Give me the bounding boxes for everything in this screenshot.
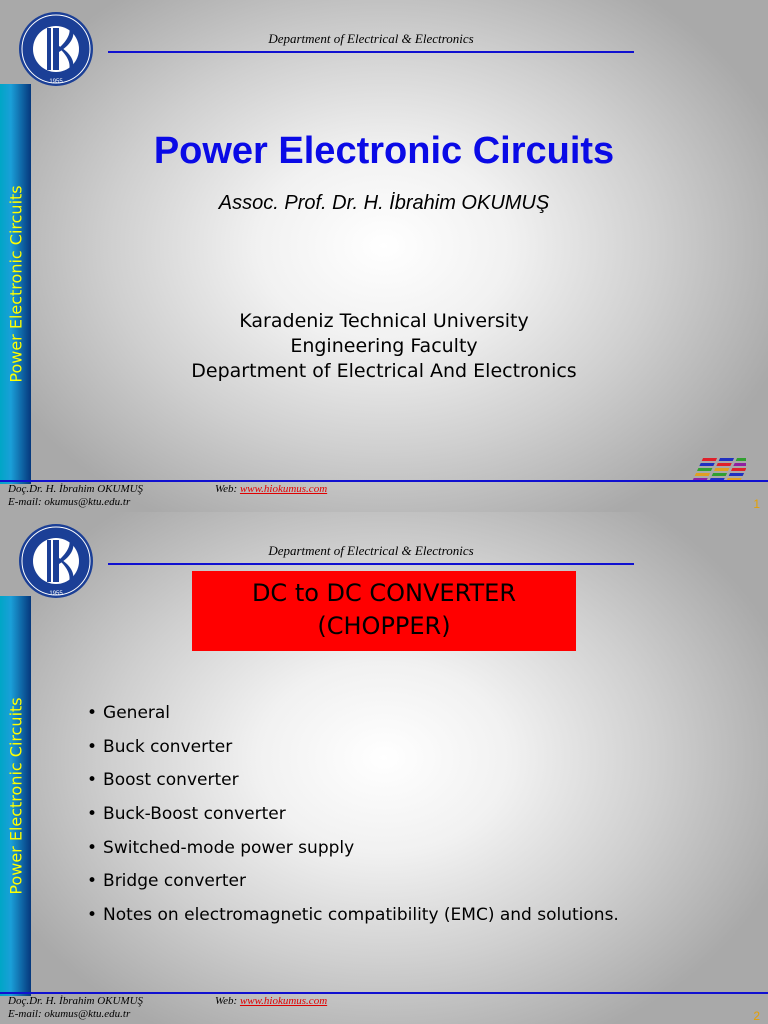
page-number: 1	[753, 497, 760, 511]
logo-year: 1955	[49, 79, 63, 85]
institution-university: Karadeniz Technical University	[239, 310, 529, 332]
list-item: • General	[87, 701, 619, 735]
slide-2	[0, 512, 768, 1024]
list-item: • Boost converter	[87, 768, 619, 802]
slide-title-line-1: DC to DC CONVERTER	[251, 579, 517, 607]
slide-title-line-2: (CHOPPER)	[317, 612, 451, 640]
footer-web	[215, 995, 327, 1007]
side-title: Power Electronic Circuits	[6, 697, 25, 895]
footer-rule	[0, 480, 768, 482]
department-header: Department of Electrical & Electronics	[268, 543, 474, 558]
logo-year: 1955	[49, 591, 63, 597]
list-item: • Buck converter	[87, 735, 619, 769]
footer-author: Doç.Dr. H. İbrahim OKUMUŞ	[8, 995, 144, 1007]
topic-list	[87, 701, 619, 937]
institution-department: Department of Electrical And Electronics	[191, 360, 577, 382]
side-bar	[0, 596, 31, 996]
list-item: • Buck-Boost converter	[87, 802, 619, 836]
university-logo	[13, 10, 99, 88]
author-name: Assoc. Prof. Dr. H. İbrahim OKUMUŞ	[218, 192, 550, 214]
footer-email: E-mail: okumus@ktu.edu.tr	[8, 1008, 131, 1020]
footer-email: E-mail: okumus@ktu.edu.tr	[8, 496, 131, 508]
footer-web-link[interactable]: www.hiokumus.com	[239, 483, 328, 495]
header-rule	[108, 51, 634, 53]
footer-rule	[0, 992, 768, 994]
list-item: • Bridge converter	[87, 869, 619, 903]
footer-web-label: Web:	[215, 483, 238, 495]
slide-title: Power Electronic Circuits	[153, 130, 615, 172]
page-number: 2	[753, 1009, 760, 1023]
footer-web-link[interactable]: www.hiokumus.com	[239, 995, 328, 1007]
university-logo	[13, 522, 99, 600]
header-rule	[108, 563, 634, 565]
department-header: Department of Electrical & Electronics	[268, 31, 474, 46]
footer-web	[215, 483, 327, 495]
institution-faculty: Engineering Faculty	[290, 335, 478, 357]
list-item: • Switched-mode power supply	[87, 836, 619, 870]
footer-author: Doç.Dr. H. İbrahim OKUMUŞ	[8, 483, 144, 495]
list-item: • Notes on electromagnetic compatibility (EMC) and solutions.	[87, 903, 619, 937]
side-title: Power Electronic Circuits	[6, 185, 25, 383]
footer-web-label: Web:	[215, 995, 238, 1007]
slide-title-box	[192, 571, 576, 651]
